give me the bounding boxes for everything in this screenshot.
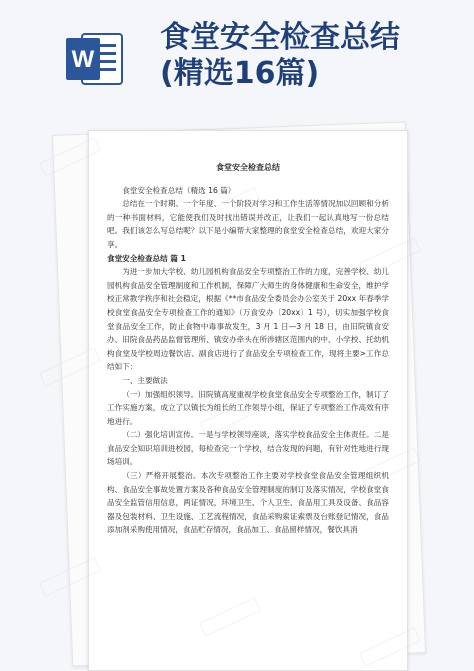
item-1: （一）加强组织领导。旧院镇高度重视学校食堂食品安全专项整治工作，制订了工作实施方案，成立了以镇长为组长的工作领导小组，保证了专项整治工作高效有序地进行。: [107, 389, 389, 426]
item-3: （三）严格开展整治。本次专项整治工作主要对学校食堂食品安全管理组织机构、食品安全事故处置方案及各种食品安全管理制度的制订及落实情况，学校食堂食品安全监管信用信息，两证情况，环境卫生、个人卫生、食品用工具及设备、食品容器及包装材料、卫生设施、工艺流程情况，食品采购索证索票及台账登记情况，食品添加剂采购使用情况，食品贮存情况，食品加工、食品留样情况，餐饮具消: [107, 471, 389, 535]
document-heading: 食堂安全检查总结: [216, 163, 280, 172]
document-body: [107, 161, 389, 537]
document-intro: 总结在一个时期、一个年度、一个阶段对学习和工作生活等情况加以回顾和分析的一种书面材料，它能使我们及时找出错误并改正，让我们一起认真地写一份总结吧。我们该怎么写总结呢？以下是小编帮大家整理的食堂安全检查总结，欢迎大家分享。: [107, 199, 389, 249]
page-title-line2: (精选16篇): [160, 56, 320, 91]
word-document-icon: [64, 28, 126, 90]
paragraph-1: 为进一步加大学校、幼儿园机构食品安全专项整治工作的力度，完善学校、幼儿园机构食品安全管理制度和工作机制，保障广大师生的身体健康和生命安全，维护学校正常教学秩序和社会稳定，根据《**市食品安全委员会办公室关于 20xx 年春季学校食堂食品安全专项检查工作的通知》（万食安办〔20xx〕1 号），切实加强学校食堂食品安全工作，防止食物中毒事故发生，3 月 1 日—3 月 18 日，由旧院镇食安办、旧院食品药品监督管理所、镇安办牵头在所涉辖区范围内的中、小学校、托幼机构食堂及学校周边餐饮店、副食店进行了食品安全专项检查工作，现将主要>工作总结如下：: [107, 267, 389, 372]
item-2: （二）强化培训宣传。一是与学校领导座谈，落实学校食品安全主体责任。二是食品安全知识培训进校园，每检查完一个学校，结合发现的问题，有针对性地进行现场培训。: [107, 430, 389, 467]
word-icon-letter: W: [71, 46, 95, 73]
section-title: 食堂安全检查总结 篇 1: [107, 253, 186, 263]
document-page: [88, 130, 408, 671]
page-title: [160, 20, 460, 92]
page-title-line1: 食堂安全检查总结: [160, 20, 400, 55]
item-main: 一、主要做法: [122, 375, 168, 385]
document-subheading: 食堂安全检查总结（精选 16 篇）: [122, 185, 236, 195]
